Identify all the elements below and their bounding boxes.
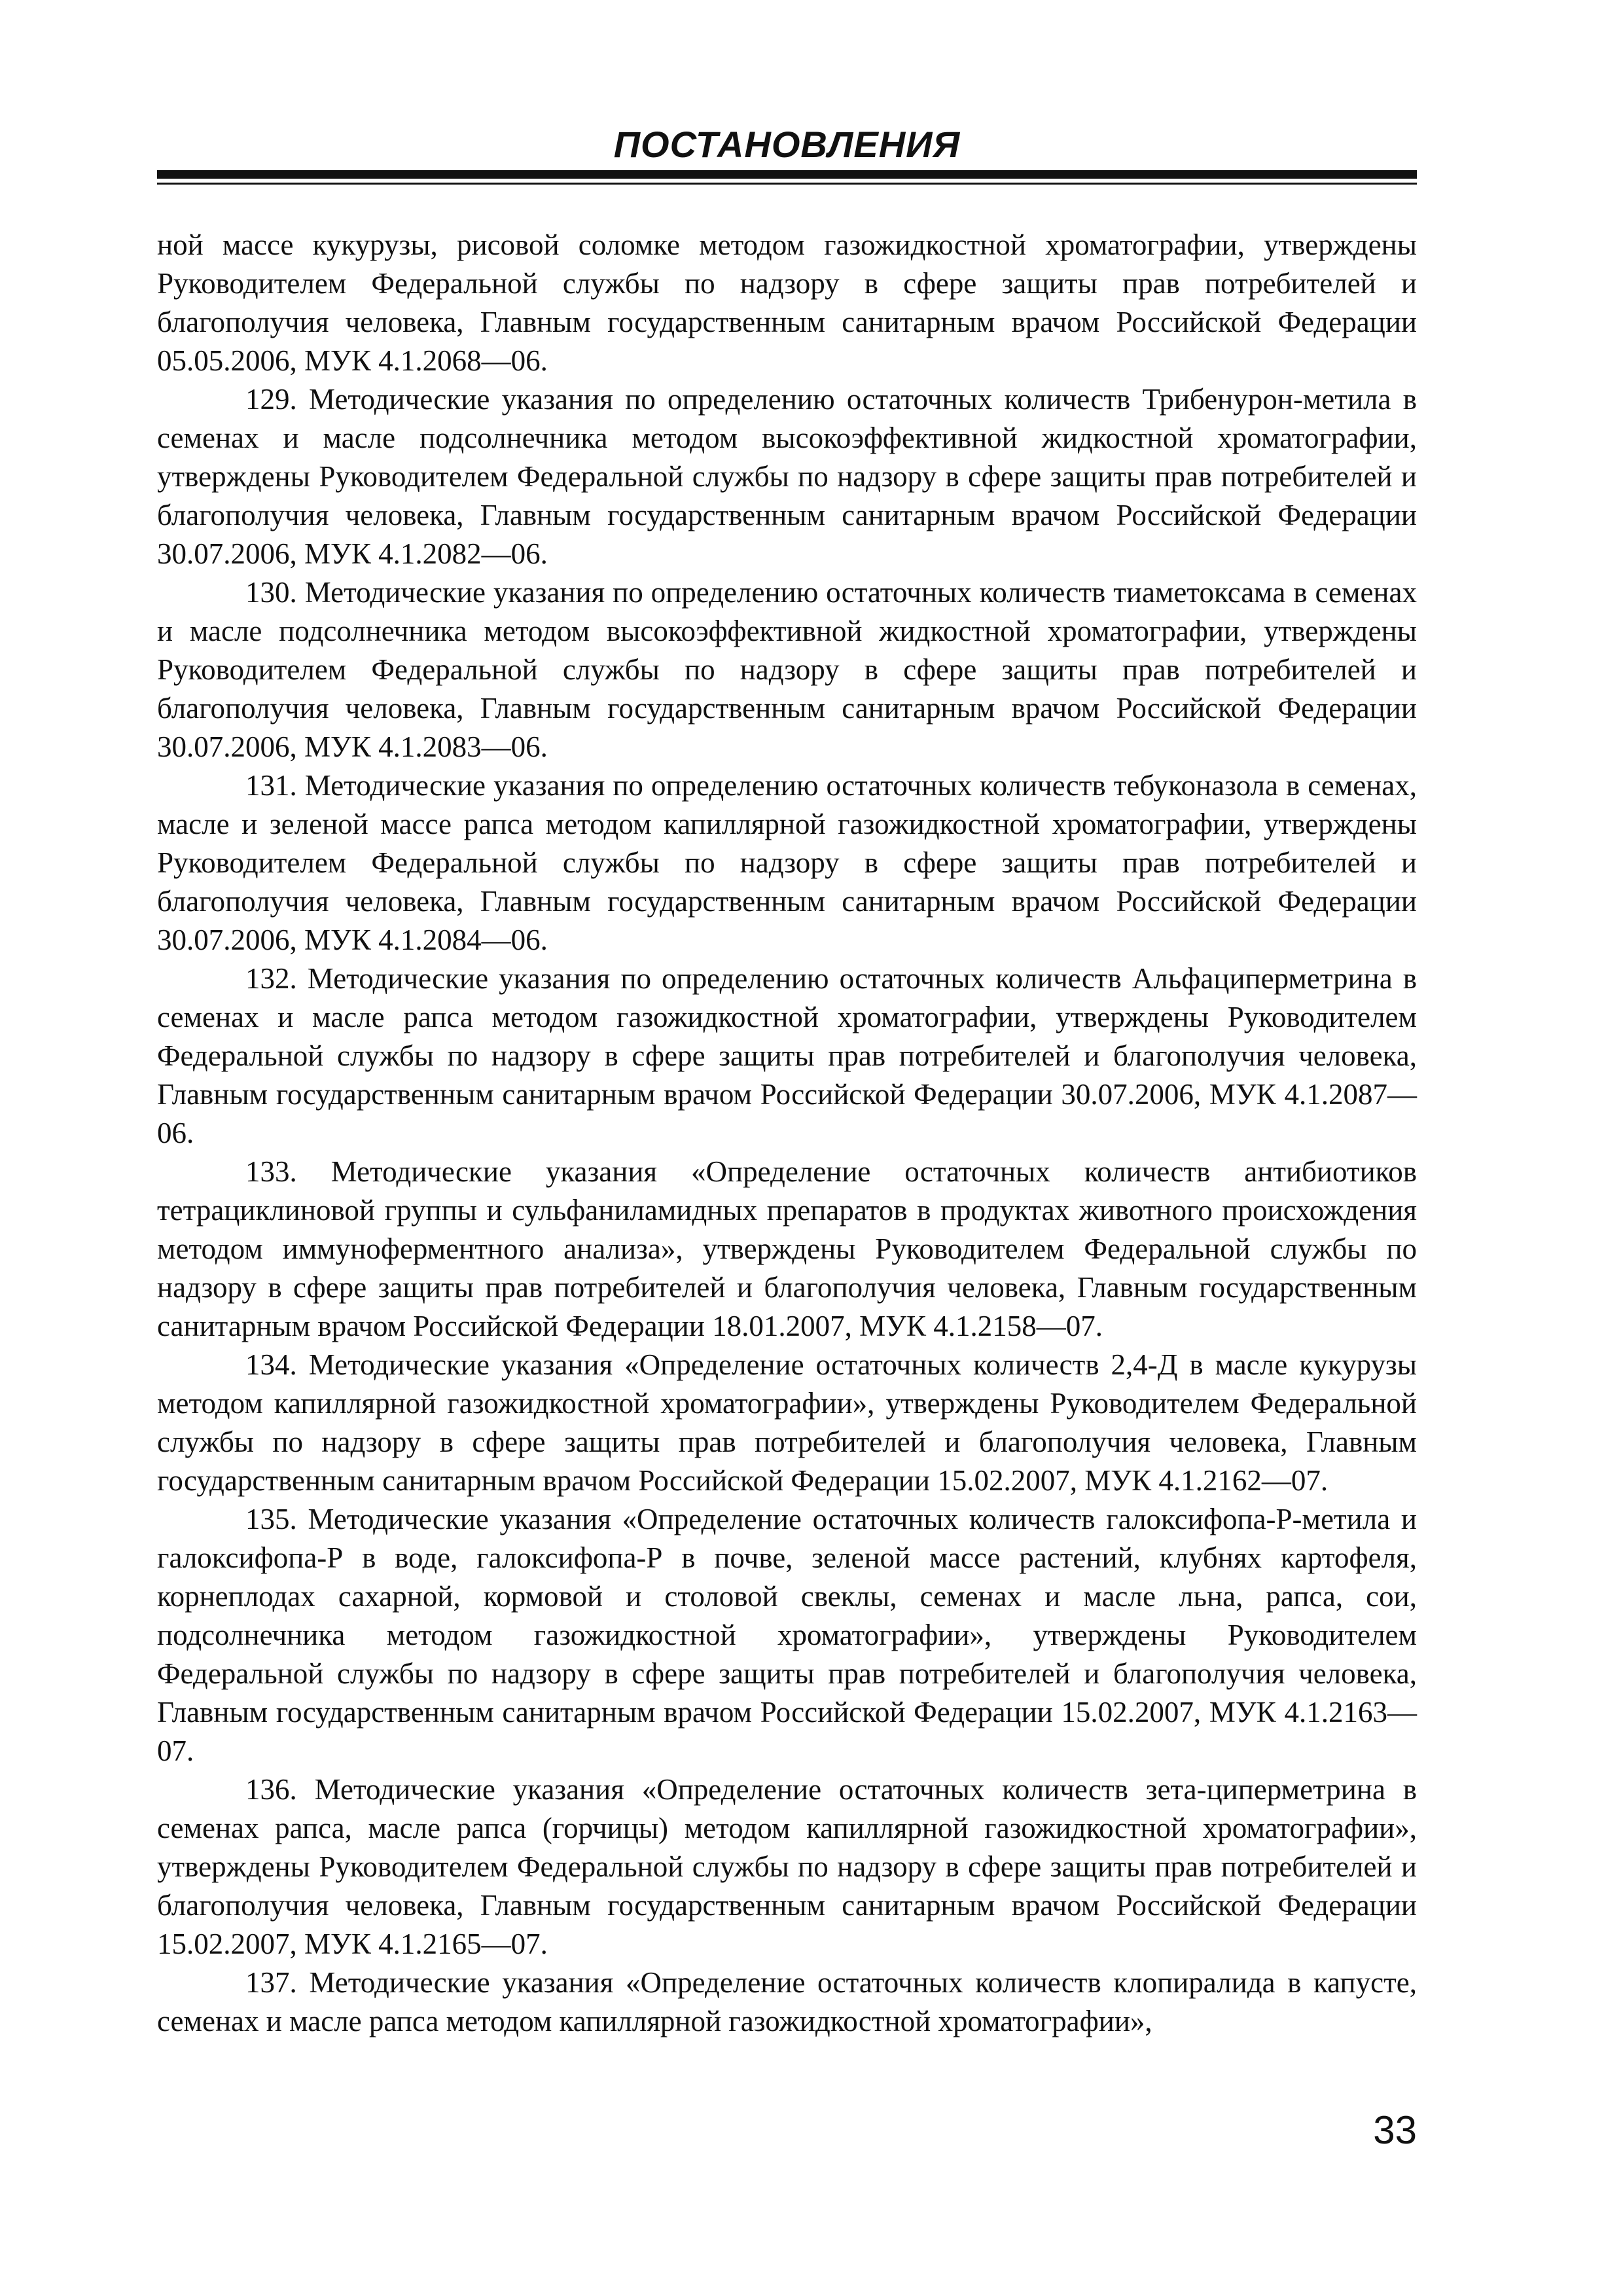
list-item-130: 130. Методические указания по определению остаточных количеств тиаметоксама в семенах и масле подсолнечника методом высокоэффективной жидкостной хроматографии, утверждены Руководителем Федеральной службы по надзору в сфере защиты прав потребителей и благополучия человека, Главным государственным санитарным врачом Российской Федерации 30.07.2006, МУК 4.1.2083—06. bbox=[157, 576, 1417, 763]
list-item-132: 132. Методические указания по определению остаточных количеств Альфациперметрина в семенах и масле рапса методом газожидкостной хроматографии, утверждены Руководителем Федеральной службы по надзору в сфере защиты прав потребителей и благополучия человека, Главным государственным санитарным врачом Российской Федерации 30.07.2006, МУК 4.1.2087—06. bbox=[157, 962, 1417, 1149]
list-item-137: 137. Методические указания «Определение остаточных количеств клопиралида в капусте, семенах и масле рапса методом капиллярной газожидкостной хроматографии», bbox=[157, 1966, 1417, 2037]
list-item-131: 131. Методические указания по определению остаточных количеств тебуконазола в семенах, масле и зеленой массе рапса методом капиллярной газожидкостной хроматографии, утверждены Руководителем Федеральной службы по надзору в сфере защиты прав потребителей и благополучия человека, Главным государственным санитарным врачом Российской Федерации 30.07.2006, МУК 4.1.2084—06. bbox=[157, 769, 1417, 956]
list-item-135: 135. Методические указания «Определение остаточных количеств галоксифопа-Р-метила и галоксифопа-Р в воде, галоксифопа-Р в почве, зеленой массе растений, клубнях картофеля, корнеплодах сахарной, кормовой и столовой свеклы, семенах и масле льна, рапса, сои, подсолнечника методом газожидкостной хроматографии», утверждены Руководителем Федеральной службы по надзору в сфере защиты прав потребителей и благополучия человека, Главным государственным санитарным врачом Российской Федерации 15.02.2007, МУК 4.1.2163—07. bbox=[157, 1503, 1417, 1767]
section-header-title: ПОСТАНОВЛЕНИЯ bbox=[613, 124, 961, 165]
list-item-136: 136. Методические указания «Определение остаточных количеств зета-циперметрина в семенах рапса, масле рапса (горчицы) методом капиллярной газожидкостной хроматографии», утверждены Руководителем Федеральной службы по надзору в сфере защиты прав потребителей и благополучия человека, Главным государственным санитарным врачом Российской Федерации 15.02.2007, МУК 4.1.2165—07. bbox=[157, 1773, 1417, 1960]
list-item-133: 133. Методические указания «Определение остаточных количеств антибиотиков тетрациклиновой группы и сульфаниламидных препаратов в продуктах животного происхождения методом иммуноферментного анализа», утверждены Руководителем Федеральной службы по надзору в сфере защиты прав потребителей и благополучия человека, Главным государственным санитарным врачом Российской Федерации 18.01.2007, МУК 4.1.2158—07. bbox=[157, 1155, 1417, 1342]
continuation-paragraph: ной массе кукурузы, рисовой соломке методом газожидкостной хроматографии, утверждены Руководителем Федеральной службы по надзору в сфере защиты прав потребителей и благополучия человека, Главным государственным санитарным врачом Российской Федерации 05.05.2006, МУК 4.1.2068—06. bbox=[157, 228, 1417, 377]
list-item-129: 129. Методические указания по определению остаточных количеств Трибенурон-метила в семенах и масле подсолнечника методом высокоэффективной жидкостной хроматографии, утверждены Руководителем Федеральной службы по надзору в сфере защиты прав потребителей и благополучия человека, Главным государственным санитарным врачом Российской Федерации 30.07.2006, МУК 4.1.2082—06. bbox=[157, 383, 1417, 570]
list-item-134: 134. Методические указания «Определение остаточных количеств 2,4-Д в масле кукурузы методом капиллярной газожидкостной хроматографии», утверждены Руководителем Федеральной службы по надзору в сфере защиты прав потребителей и благополучия человека, Главным государственным санитарным врачом Российской Федерации 15.02.2007, МУК 4.1.2162—07. bbox=[157, 1348, 1417, 1497]
page-number: 33 bbox=[1373, 2108, 1417, 2152]
body-text bbox=[157, 226, 1417, 2041]
header-rule-thin bbox=[157, 183, 1417, 185]
header-rule-thick bbox=[157, 170, 1417, 179]
